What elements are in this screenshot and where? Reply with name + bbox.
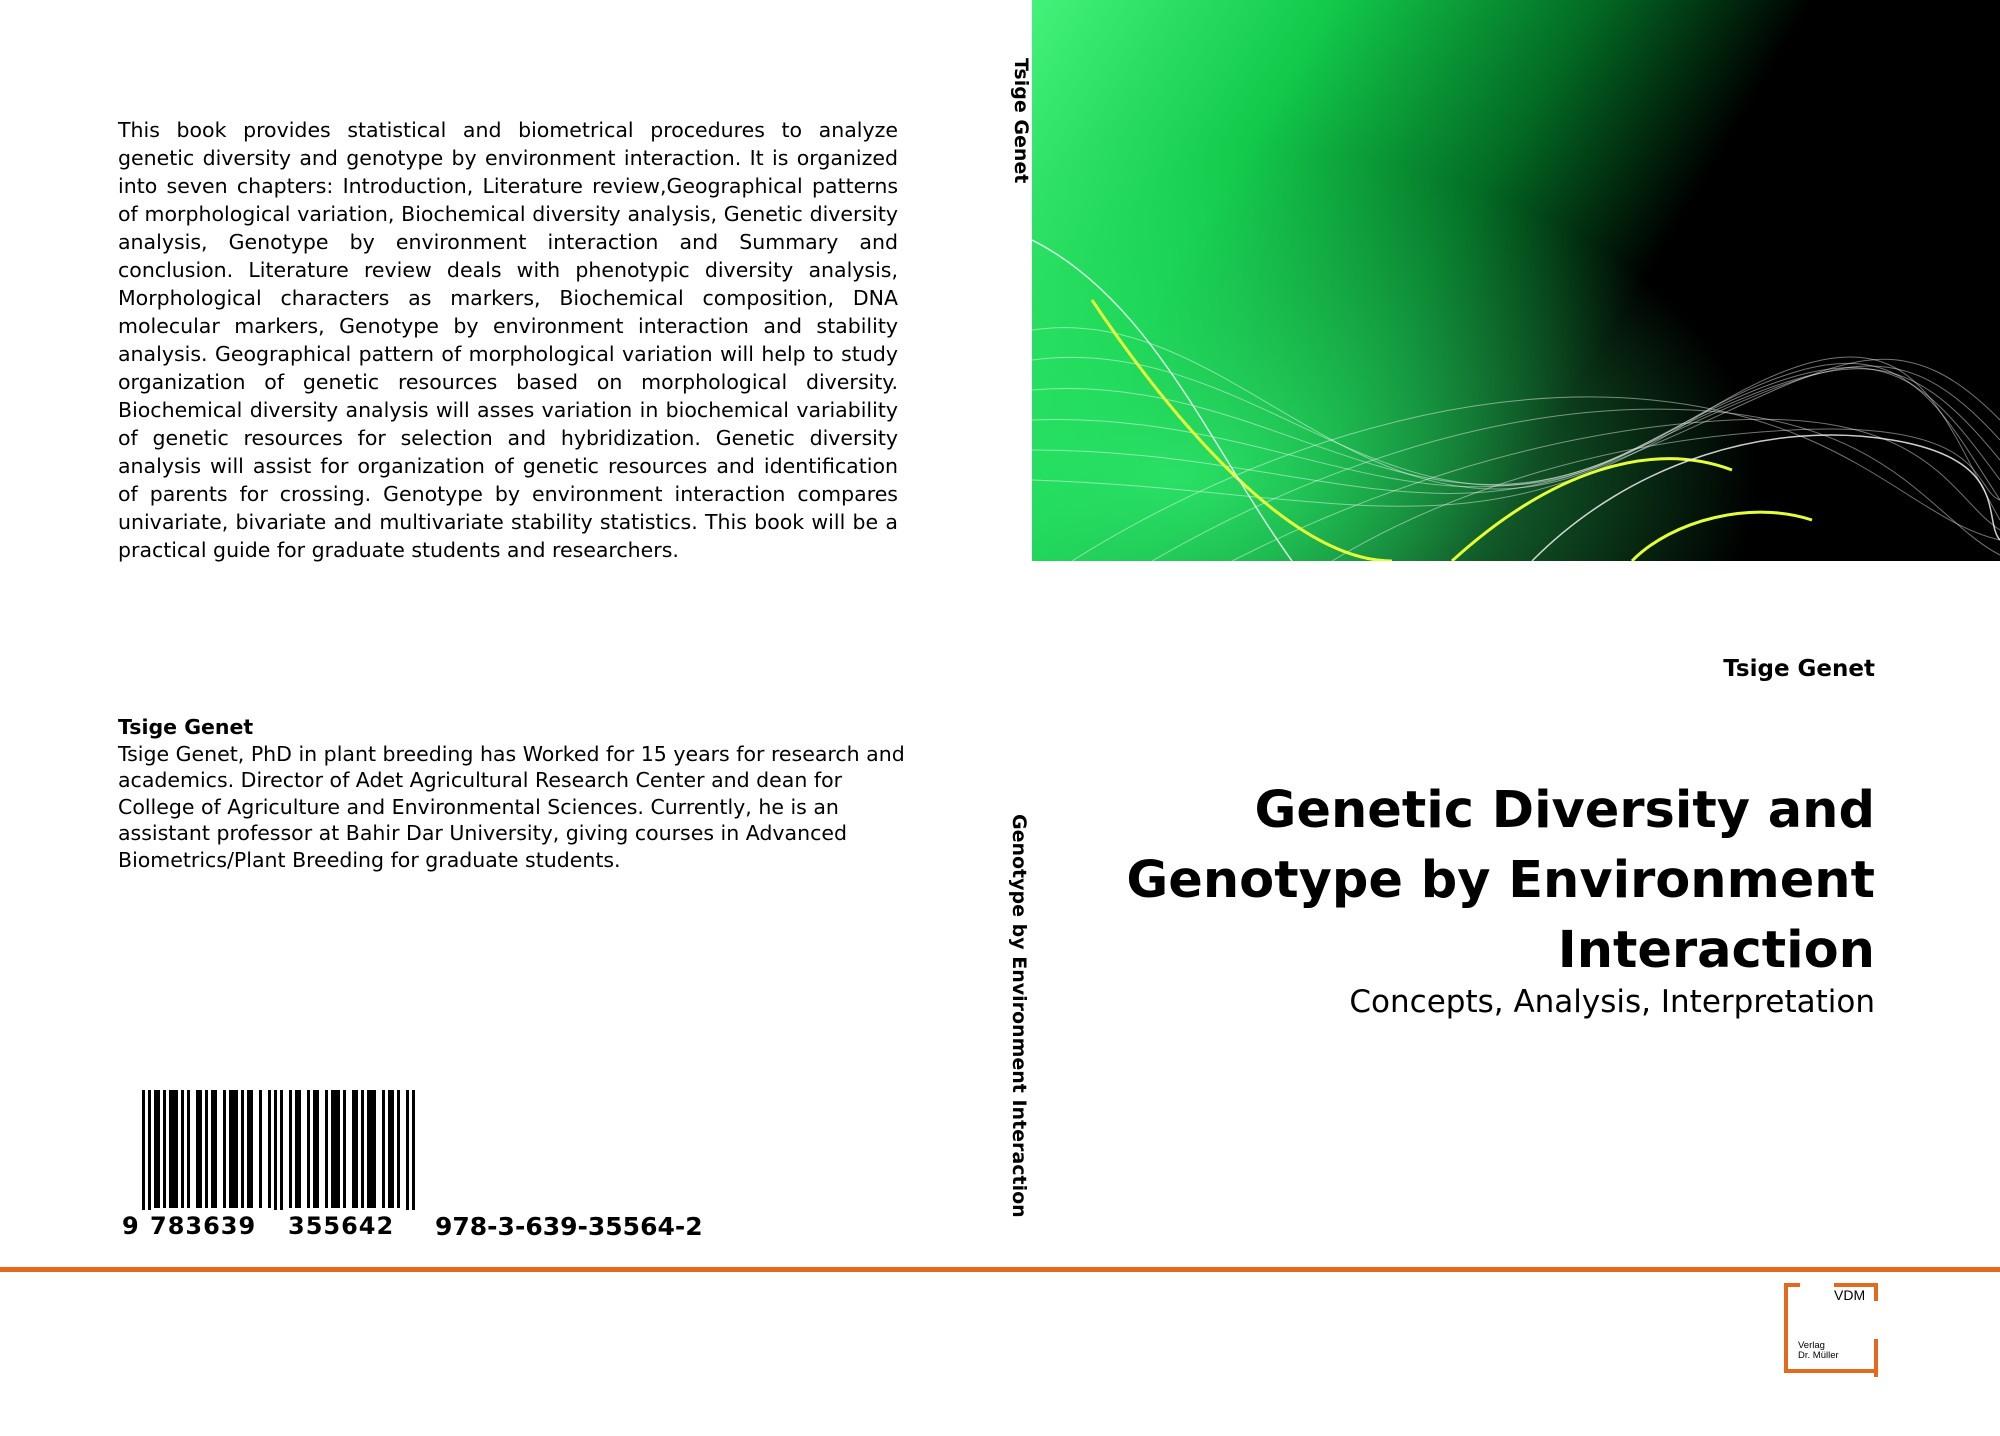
author-bio-block (118, 714, 918, 873)
orange-divider (0, 1267, 2000, 1272)
barcode-digit-group-right: 355642 (288, 1212, 395, 1240)
author-bio-name: Tsige Genet (118, 715, 254, 739)
cover-artwork (1032, 0, 2000, 561)
barcode-digit-group-left: 783639 (150, 1212, 257, 1240)
barcode-digit-lead: 9 (122, 1212, 140, 1240)
back-cover-blurb: This book provides statistical and biometrical procedures to analyze genetic diversity and genotype by environment interaction. It is organized into seven chapters: Introduction, Literature review,Geographical patterns of morphological variation, Biochemical diversity analysis, Genetic diversity analysis, Genotype by environment interaction and Summary and conclusion. Literature review deals with phenotypic diversity analysis, Morphological characters as markers, Biochemical composition, DNA molecular markers, Genotype by environment interaction and stability analysis. Geographical pattern of morphological variation will help to study organization of genetic resources based on morphological diversity. Biochemical diversity analysis will asses variation in biochemical variability of genetic resources for selection and hybridization. Genetic diversity analysis will assist for organization of genetic resources and identification of parents for crossing. Genotype by environment interaction compares univariate, bivariate and multivariate stability statistics. This book will be a practical guide for graduate students and researchers. (118, 118, 898, 562)
isbn-number: 978-3-639-35564-2 (435, 1212, 703, 1241)
logo-frame-right (1874, 1339, 1878, 1377)
publisher-brand: VDM (1834, 1287, 1866, 1303)
spine-title: Genotype by Environment Interaction (1008, 814, 1030, 1218)
barcode-bars (142, 1090, 432, 1210)
spine-author: Tsige Genet (1010, 58, 1032, 184)
book-title: Genetic Diversity and Genotype by Environment Interaction (1126, 781, 1875, 980)
book-subtitle: Concepts, Analysis, Interpretation (1349, 984, 1875, 1020)
publisher-name-line2: Dr. Müller (1798, 1350, 1839, 1361)
publisher-name-line1: Verlag (1798, 1340, 1825, 1351)
publisher-logo (1784, 1283, 1878, 1377)
front-author: Tsige Genet (1723, 656, 1875, 682)
publisher-name (1798, 1341, 1839, 1361)
author-bio-text: Tsige Genet, PhD in plant breeding has Worked for 15 years for research and academics. Director of Adet Agricultural Research Center and dean for College of Agriculture and Environmental Sciences. Currently, he is an assistant professor at Bahir Dar University, giving courses in Advanced Biometrics/Plant Breeding for graduate students. (118, 741, 905, 872)
logo-frame-corner (1874, 1283, 1878, 1301)
